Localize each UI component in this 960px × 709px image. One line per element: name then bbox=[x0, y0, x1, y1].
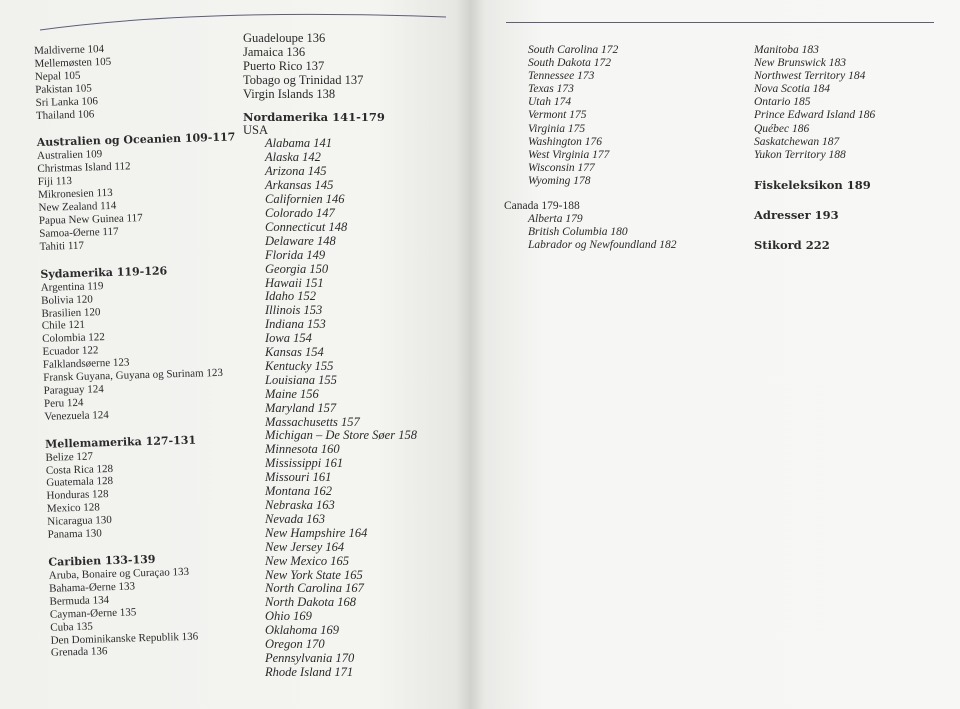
index-subentry: Utah 174 bbox=[528, 96, 572, 109]
section-heading: Fiskeleksikon 189 bbox=[754, 177, 871, 192]
index-entry: Venezuela 124 bbox=[44, 408, 109, 423]
index-entry: Prince Edward Island 186 bbox=[754, 109, 876, 122]
index-subentry: Labrador og Newfoundland 182 bbox=[528, 239, 677, 252]
index-entry: Fiji 113 bbox=[37, 175, 73, 189]
index-entry: New Zealand 114 bbox=[38, 199, 117, 214]
index-entry: Costa Rica 128 bbox=[45, 462, 114, 477]
index-subentry: Colorado 147 bbox=[265, 205, 335, 220]
index-subentry: Louisiana 155 bbox=[265, 372, 337, 387]
index-entry: Aruba, Bonaire og Curaçao 133 bbox=[48, 565, 190, 582]
index-subentry: Delaware 148 bbox=[265, 233, 336, 248]
index-entry: Colombia 122 bbox=[42, 331, 106, 346]
index-subentry: Florida 149 bbox=[265, 247, 326, 262]
index-subentry: Alaska 142 bbox=[265, 150, 321, 165]
index-subentry: Kentucky 155 bbox=[265, 358, 334, 373]
index-entry: Argentina 119 bbox=[40, 279, 104, 294]
index-subentry: Nevada 163 bbox=[265, 511, 326, 526]
index-entry: Samoa-Øerne 117 bbox=[39, 225, 119, 240]
index-subentry: Tennessee 173 bbox=[528, 70, 595, 83]
index-subentry: Hawaii 151 bbox=[265, 275, 324, 290]
index-subentry: Arizona 145 bbox=[265, 164, 327, 179]
index-entry: Ontario 185 bbox=[754, 96, 811, 109]
index-entry: Nepal 105 bbox=[34, 69, 81, 83]
index-subentry: Minnesota 160 bbox=[265, 442, 340, 457]
index-subentry: Montana 162 bbox=[265, 484, 333, 499]
index-subentry: New Mexico 165 bbox=[265, 553, 350, 568]
index-subentry: Oregon 170 bbox=[265, 637, 325, 652]
index-entry: Manitoba 183 bbox=[754, 44, 819, 56]
index-subentry: Wyoming 178 bbox=[528, 174, 591, 187]
index-entry: Mikronesien 113 bbox=[38, 187, 113, 202]
index-subentry: Washington 176 bbox=[528, 135, 603, 148]
index-entry: Christmas Island 112 bbox=[37, 160, 131, 176]
index-subentry: Idaho 152 bbox=[265, 289, 317, 304]
index-entry: Brasilien 120 bbox=[41, 305, 101, 320]
section-heading: Nordamerika 141-179 bbox=[243, 109, 385, 124]
section-heading: Australien og Oceanien 109-117 bbox=[36, 130, 236, 150]
index-column-4 bbox=[754, 44, 875, 252]
index-entry: Mellemøsten 105 bbox=[34, 55, 112, 70]
index-subentry: Maryland 157 bbox=[265, 400, 337, 415]
index-subentry: Mississippi 161 bbox=[265, 456, 344, 471]
index-entry: Chile 121 bbox=[41, 319, 86, 333]
index-subentry: Ohio 169 bbox=[265, 609, 312, 624]
index-entry: Nova Scotia 184 bbox=[754, 83, 831, 96]
index-entry: Honduras 128 bbox=[46, 488, 109, 503]
index-subentry: Kansas 154 bbox=[265, 345, 324, 360]
index-entry: New Brunswick 183 bbox=[754, 57, 846, 70]
index-subentry: Georgia 150 bbox=[265, 261, 329, 276]
index-entry: Nicaragua 130 bbox=[47, 514, 112, 528]
index-entry: Paraguay 124 bbox=[43, 383, 104, 397]
index-subentry: Pennsylvania 170 bbox=[265, 650, 355, 665]
index-subentry: Oklahoma 169 bbox=[265, 623, 339, 638]
index-entry: Panama 130 bbox=[47, 527, 102, 541]
index-entry: Mexico 128 bbox=[46, 501, 100, 516]
index-subentry: British Columbia 180 bbox=[528, 226, 628, 239]
index-entry: Cuba 135 bbox=[50, 620, 93, 634]
index-subentry: Arkansas 145 bbox=[265, 178, 334, 193]
index-subentry: Nebraska 163 bbox=[265, 498, 335, 512]
section-heading: Sydamerika 119-126 bbox=[40, 264, 168, 281]
index-entry: Bolivia 120 bbox=[40, 293, 93, 307]
index-subentry: South Dakota 172 bbox=[528, 57, 612, 70]
index-subentry: Virginia 175 bbox=[528, 122, 586, 135]
index-entry: Fransk Guyana, Guyana og Surinam 123 bbox=[43, 366, 224, 384]
index-subentry: Californien 146 bbox=[265, 192, 345, 207]
index-entry: Yukon Territory 188 bbox=[754, 148, 846, 161]
index-entry: Sri Lanka 106 bbox=[35, 94, 99, 109]
index-entry: Pakistan 105 bbox=[35, 82, 92, 96]
index-subentry: Vermont 175 bbox=[528, 109, 587, 122]
index-entry: Tobago og Trinidad 137 bbox=[243, 72, 364, 87]
index-entry: Virgin Islands 138 bbox=[243, 86, 336, 101]
index-subentry: Illinois 153 bbox=[265, 303, 323, 318]
index-entry: Den Dominikanske Republik 136 bbox=[50, 630, 199, 647]
index-entry: Tahiti 117 bbox=[39, 239, 85, 253]
index-entry: Bermuda 134 bbox=[49, 593, 110, 608]
index-column-3 bbox=[504, 44, 677, 252]
index-subentry: West Virginia 177 bbox=[528, 148, 610, 161]
index-column-2 bbox=[243, 32, 417, 680]
index-entry: Guatemala 128 bbox=[46, 475, 114, 490]
header-rule-right bbox=[506, 22, 934, 23]
index-entry: Falklandsøerne 123 bbox=[42, 356, 130, 371]
index-entry: Peru 124 bbox=[43, 396, 84, 410]
index-entry: Australien 109 bbox=[36, 148, 103, 163]
right-page bbox=[470, 0, 960, 709]
index-subentry: Indiana 153 bbox=[265, 317, 326, 332]
index-entry: Jamaica 136 bbox=[243, 44, 306, 59]
index-subentry: Massachusetts 157 bbox=[265, 414, 360, 429]
section-heading: Adresser 193 bbox=[754, 207, 839, 222]
index-subentry: Michigan – De Store Søer 158 bbox=[265, 428, 417, 443]
index-entry: Guadeloupe 136 bbox=[243, 31, 326, 45]
index-column-1 bbox=[34, 39, 250, 660]
left-page bbox=[0, 0, 470, 709]
index-entry: Cayman-Øerne 135 bbox=[49, 606, 137, 621]
index-entry: Maldiverne 104 bbox=[34, 43, 105, 57]
section-heading: Mellemamerika 127-131 bbox=[44, 433, 197, 451]
index-entry: Northwest Territory 184 bbox=[754, 70, 866, 83]
index-subentry: Texas 173 bbox=[528, 83, 574, 96]
index-entry: Papua New Guinea 117 bbox=[38, 212, 143, 227]
index-entry: Belize 127 bbox=[45, 450, 94, 464]
index-subentry: Iowa 154 bbox=[265, 331, 312, 346]
index-subentry: New Hampshire 164 bbox=[265, 525, 368, 540]
index-subentry: Maine 156 bbox=[265, 386, 319, 401]
section-heading: Stikord 222 bbox=[754, 237, 830, 252]
index-entry: Québec 186 bbox=[754, 122, 810, 135]
index-subentry: North Dakota 168 bbox=[265, 595, 356, 610]
index-subentry: Alberta 179 bbox=[528, 213, 583, 226]
index-subentry: North Carolina 167 bbox=[265, 581, 364, 596]
index-subentry: Connecticut 148 bbox=[265, 219, 348, 234]
index-subentry: Alabama 141 bbox=[265, 136, 333, 151]
index-entry: Bahama-Øerne 133 bbox=[49, 580, 136, 595]
index-entry: Saskatchewan 187 bbox=[754, 135, 840, 148]
index-entry: Grenada 136 bbox=[50, 645, 108, 660]
index-entry: Canada 179-188 bbox=[504, 200, 580, 213]
index-entry: Puerto Rico 137 bbox=[243, 58, 325, 73]
index-subentry: Wisconsin 177 bbox=[528, 161, 595, 174]
index-subentry: South Carolina 172 bbox=[528, 44, 619, 56]
index-entry: USA bbox=[243, 122, 269, 137]
section-heading: Caribien 133-139 bbox=[48, 552, 156, 569]
index-entry: Thailand 106 bbox=[35, 107, 95, 122]
index-entry: Ecuador 122 bbox=[42, 344, 99, 359]
index-subentry: Rhode Island 171 bbox=[265, 664, 354, 679]
index-subentry: New Jersey 164 bbox=[265, 539, 345, 554]
index-subentry: Missouri 161 bbox=[265, 470, 332, 485]
index-subentry: New York State 165 bbox=[265, 567, 363, 582]
spacer bbox=[504, 188, 677, 200]
